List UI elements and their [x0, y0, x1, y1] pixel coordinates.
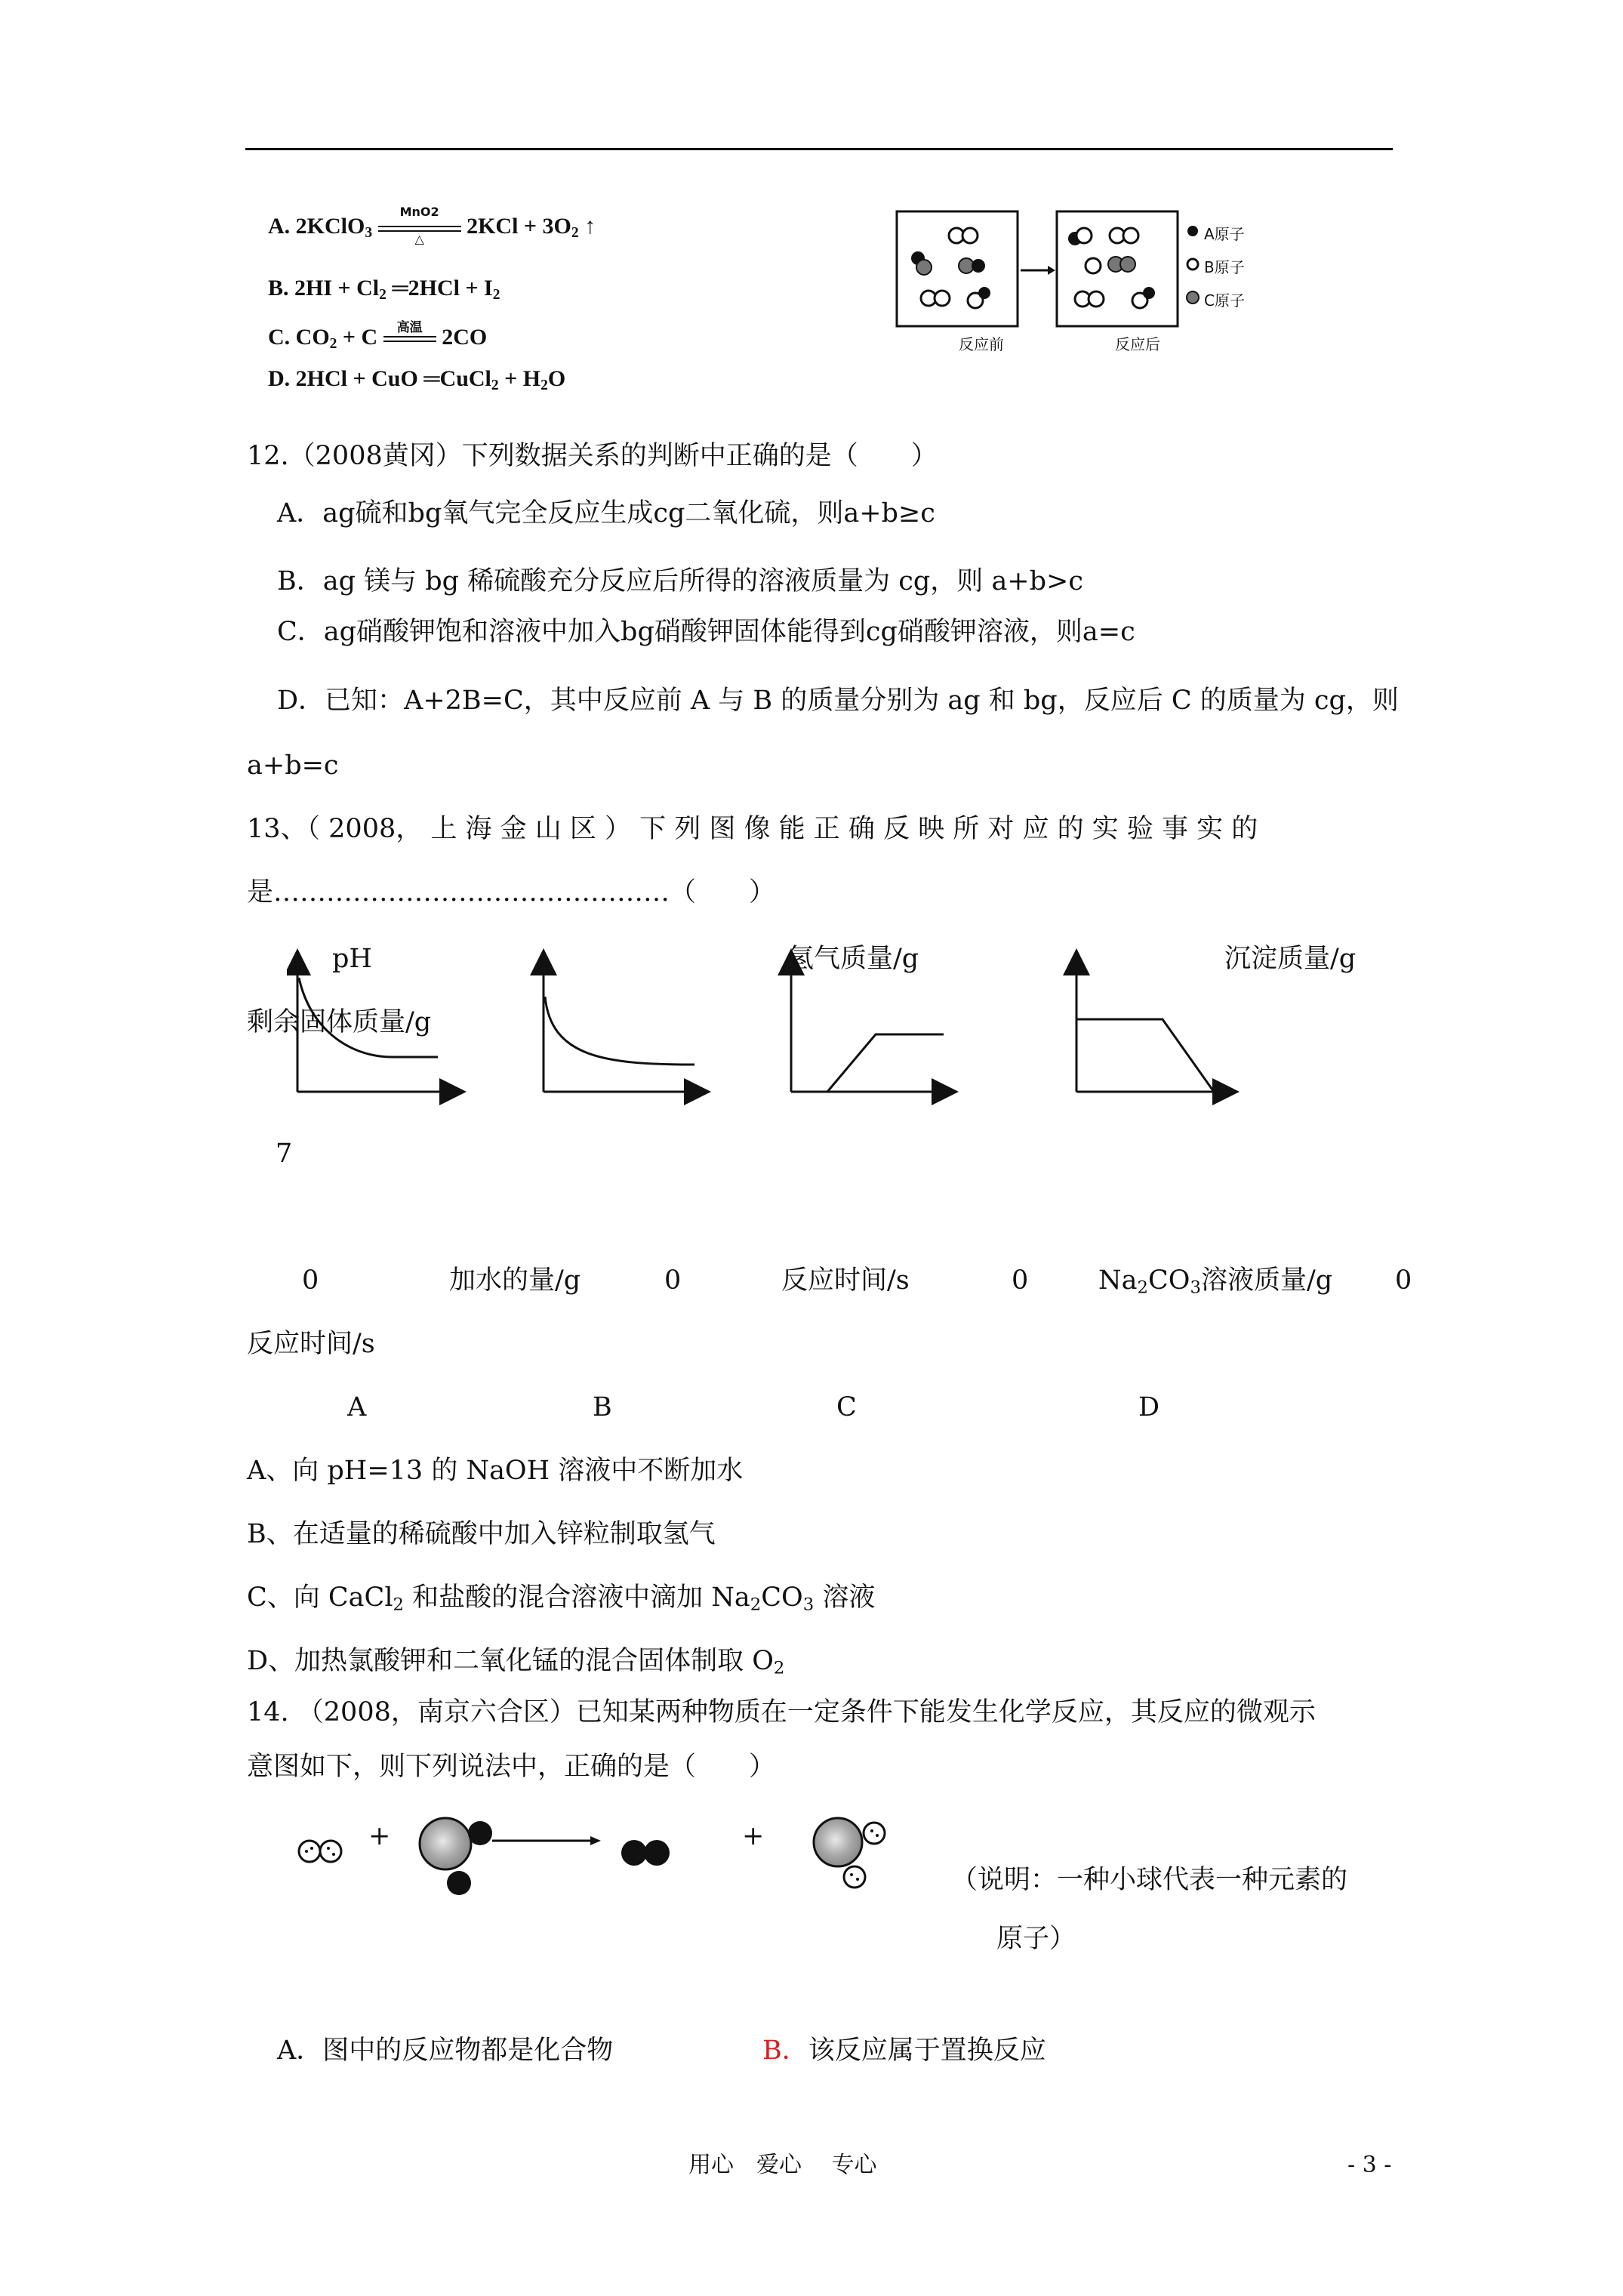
before-label: 反应前: [959, 335, 1004, 353]
footer-slogan: 用心 爱心 专心: [688, 2152, 877, 2178]
graph-b-curve: [545, 997, 694, 1065]
prev-option-a: A. 2KClO$_3$ MnO2 △ $2KCl + 3O_2$ ↑: [268, 205, 596, 247]
header-rule: [245, 148, 1393, 150]
q14-plus-1: +: [368, 1821, 391, 1851]
graph-b-xlabel: 反应时间/s: [781, 1265, 910, 1296]
graph-residue-label: 剩余固体质量/g: [247, 1007, 432, 1037]
q12-option-d: D．已知：A+2B=C，其中反应前 A 与 B 的质量分别为 ag 和 bg，反应后 C 的质量为 cg，则: [277, 686, 1399, 716]
product-1-molecule: [621, 1840, 670, 1866]
q14-note-line1: （说明：一种小球代表一种元素的: [951, 1865, 1348, 1895]
legend-a-label: A原子: [1204, 225, 1245, 243]
q14-option-b-text: 该反应属于置换反应: [808, 2036, 1046, 2066]
legend-b-marker: [1187, 259, 1198, 270]
q13-stem-line1: 13、（ 2008， 上 海 金 山 区 ） 下 列 图 像 能 正 确 反 映 所 对 应 的 实 验 事 实 的: [247, 814, 1258, 844]
q13-explain-c: C、向 CaCl$_2$ 和盐酸的混合溶液中滴加 $Na_2CO_3$ 溶液: [247, 1583, 876, 1615]
reactant-1-molecule: [299, 1841, 341, 1862]
graph-d-xlabel: 反应时间/s: [247, 1329, 375, 1359]
graph-letter-c: C: [836, 1392, 857, 1422]
q13-explain-b: B、在适量的稀硫酸中加入锌粒制取氢气: [247, 1519, 716, 1549]
q12-stem: 12.（2008黄冈）下列数据关系的判断中正确的是（ ）: [247, 441, 938, 471]
q13-explain-a: A、向 pH=13 的 NaOH 溶液中不断加水: [247, 1456, 744, 1486]
graph-c-ylabel: 氢气质量/g: [787, 944, 919, 974]
legend-a-marker: [1187, 226, 1198, 236]
q12-option-a: A．ag硫和bg氧气完全反应生成cg二氧化硫，则a+b≥c: [277, 498, 935, 529]
q13-explain-d: D、加热氯酸钾和二氧化锰的混合固体制取 $O_2$: [247, 1646, 785, 1678]
reactant-2-molecule: [420, 1818, 492, 1895]
graph-a-ylabel: pH: [332, 944, 372, 974]
graph-d-ylabel: 沉淀质量/g: [1224, 944, 1357, 974]
q13-stem-line2: 是………………………………………（ ）: [247, 877, 776, 908]
page-number: - 3 -: [1347, 2152, 1392, 2178]
graph-letter-a: A: [347, 1392, 367, 1422]
legend-c-marker: [1187, 291, 1199, 304]
graph-letter-d: D: [1138, 1392, 1160, 1422]
q14-stem-line2: 意图如下，则下列说法中，正确的是（ ）: [247, 1752, 776, 1782]
q14-option-b-letter: B．: [762, 2036, 808, 2066]
graph-a-seven: 7: [276, 1139, 293, 1169]
prev-option-b: B. $2HI + Cl_2$ ═2HCl + $I_2$: [268, 276, 500, 303]
graph-c-line: [827, 1034, 944, 1092]
graph-c-xlabel: $Na_2CO_3$溶液质量/g: [1098, 1265, 1333, 1298]
q14-option-a: A．图中的反应物都是化合物: [277, 2036, 614, 2066]
prev-option-c: C. $CO_2 + C$ 高温 2CO: [268, 320, 488, 352]
prev-option-d: D. 2HCl + CuO ═CuCl$_2$ + $H_2O$: [268, 366, 566, 393]
graph-d-line: [1076, 1019, 1214, 1092]
graph-c-origin: 0: [1012, 1265, 1029, 1296]
legend-b-label: B原子: [1204, 258, 1245, 276]
q12-option-d-cont: a+b=c: [247, 750, 339, 781]
graph-d: [1076, 953, 1235, 1092]
q14-note-line2: 原子）: [996, 1924, 1076, 1954]
legend-c-label: C原子: [1204, 291, 1245, 310]
after-label: 反应后: [1115, 335, 1160, 353]
graph-b-origin: 0: [664, 1265, 682, 1296]
graph-letter-b: B: [593, 1392, 612, 1422]
product-2-molecule: [814, 1818, 885, 1888]
q14-plus-2: +: [742, 1821, 765, 1851]
q12-option-b: B．ag 镁与 bg 稀硫酸充分反应后所得的溶液质量为 cg，则 a+b>c: [277, 566, 1083, 596]
q12-option-c: C．ag硝酸钾饱和溶液中加入bg硝酸钾固体能得到cg硝酸钾溶液，则a=c: [277, 617, 1135, 647]
graph-a-origin: 0: [302, 1265, 319, 1296]
q14-option-b: [762, 2034, 1046, 2067]
q14-stem-line1: 14. （2008，南京六合区）已知某两种物质在一定条件下能发生化学反应，其反应的微观示: [247, 1697, 1316, 1727]
graph-b: [544, 953, 707, 1092]
graph-d-origin: 0: [1395, 1265, 1412, 1296]
graph-a-xlabel: 加水的量/g: [449, 1265, 581, 1296]
